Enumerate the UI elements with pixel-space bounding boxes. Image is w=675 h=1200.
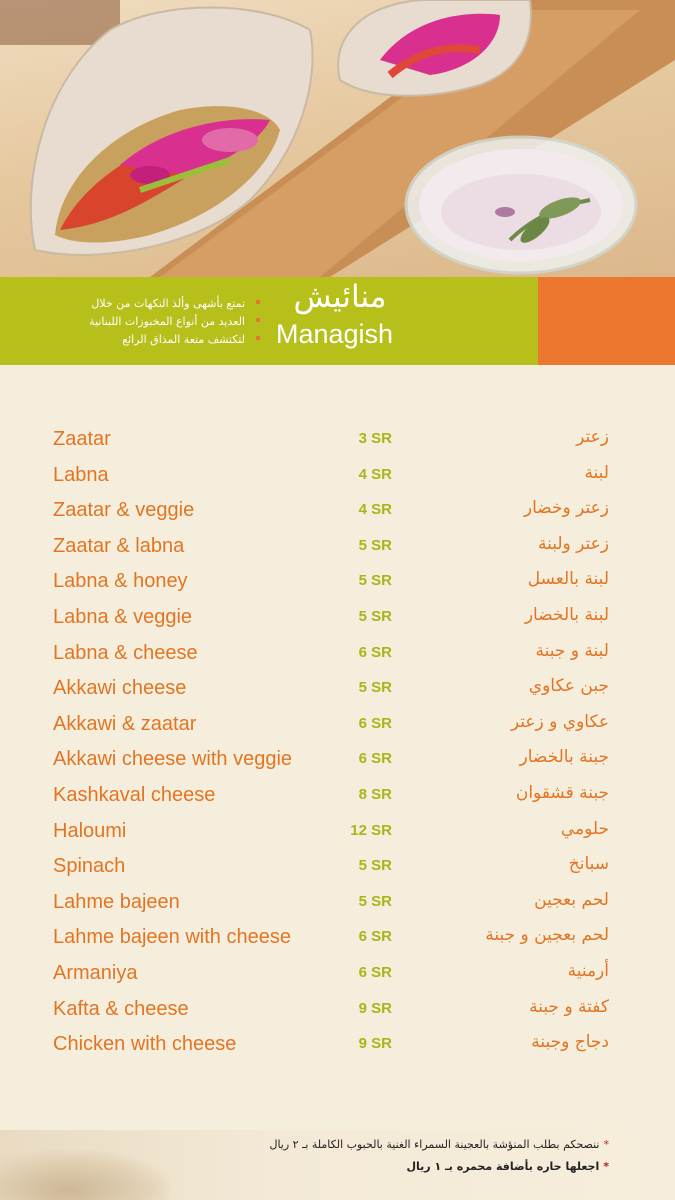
footer-note-spicy [406,1160,609,1173]
item-name-english: Zaatar [53,428,111,450]
asterisk: * [603,1160,609,1173]
item-name-arabic: لبنة و جبنة [535,640,609,661]
item-name-arabic: لبنة بالعسل [527,569,609,590]
description-line: تمتع بأشهى وألذ النكهات من خلال [91,297,245,310]
item-name-english: Lahme bajeen [53,890,180,913]
item-name-english: Kashkaval cheese [53,783,216,806]
item-name-english: Akkawi cheese [53,677,187,700]
menu-item [0,778,675,814]
item-name-arabic: زعتر [576,427,609,447]
item-price: 6 SR [358,963,392,981]
menu-item [0,600,675,636]
menu-item [0,529,675,565]
menu-item [0,707,675,743]
item-name-english: Spinach [53,855,126,878]
menu-item [0,636,675,672]
section-title-english: Managish [276,319,394,349]
item-name-english: Chicken with cheese [53,1033,237,1056]
note-text: ننصحكم بطلب المنؤشة بالعجينة السمراء الغنية بالحبوب الكاملة بـ ٢ ريال [269,1138,600,1151]
grain-decoration [0,1150,170,1200]
bullet-dot [256,336,260,340]
asterisk: * [603,1138,609,1151]
item-name-arabic: دجاج وجبنة [531,1032,609,1053]
bullet-dots [256,300,260,354]
menu-item [0,458,675,494]
item-name-arabic: حلومي [560,818,609,839]
note-text: اجعلها حاره بأضافة محمره بـ ١ ريال [406,1160,600,1173]
menu-item [0,564,675,600]
menu-item [0,1027,675,1063]
item-name-arabic: جبن عكاوي [528,676,609,697]
item-price: 9 SR [358,999,392,1017]
menu-item [0,671,675,707]
item-price: 4 SR [358,465,392,483]
item-name-english: Labna [53,463,109,486]
item-price: 9 SR [358,1035,392,1053]
item-name-arabic: لحم بعجين و جبنة [485,925,609,946]
bullet-dot [256,318,260,322]
footer-note-brown-dough [269,1138,609,1151]
banner-accent [538,277,675,365]
item-name-english: Labna & veggie [53,605,193,628]
item-price: 6 SR [358,714,392,732]
item-price: 5 SR [358,607,392,625]
item-price: 5 SR [358,892,392,910]
menu-list [0,422,675,1063]
item-name-english: Armaniya [53,961,138,984]
item-name-english: Zaatar & labna [53,534,185,557]
item-name-english: Lahme bajeen with cheese [53,926,291,949]
sandwich-photo [0,0,675,277]
item-name-english: Zaatar & veggie [53,499,195,522]
item-name-english: Haloumi [53,819,127,842]
item-price: 5 SR [358,572,392,590]
menu-item [0,422,675,458]
item-name-english: Labna & honey [53,570,188,593]
menu-item [0,885,675,921]
menu-item [0,920,675,956]
item-price: 6 SR [358,643,392,661]
section-description [55,295,245,349]
hero-photo [0,0,675,277]
item-price: 4 SR [358,501,392,519]
footer-notes [0,1130,675,1200]
item-name-arabic: لحم بعجين [534,889,609,910]
description-line: لتكتشف متعة المذاق الرائع [122,333,245,346]
menu-item [0,992,675,1028]
item-name-arabic: لبنة [584,462,609,483]
item-price: 12 SR [350,821,392,839]
item-name-arabic: عكاوي و زعتر [510,711,609,732]
item-price: 8 SR [358,785,392,803]
menu-item [0,493,675,529]
item-name-arabic: زعتر وخضار [523,498,609,519]
description-line: العديد من أنواع المخبوزات اللبنانية [89,315,245,328]
item-price: 5 SR [358,679,392,697]
item-name-english: Akkawi cheese with veggie [53,748,293,771]
item-name-arabic: أرمنية [567,960,609,981]
menu-item [0,814,675,850]
item-name-english: Akkawi & zaatar [53,712,197,735]
item-price: 5 SR [358,857,392,875]
menu-item [0,849,675,885]
item-name-arabic: لبنة بالخضار [524,604,609,625]
item-name-arabic: زعتر ولبنة [537,533,609,554]
item-name-arabic: كفتة و جبنة [529,996,609,1017]
item-name-arabic: جبنة قشقوان [515,782,609,803]
section-title-arabic: منائيش [293,279,387,315]
item-name-arabic: سبانخ [568,854,609,875]
menu-item [0,742,675,778]
item-name-arabic: جبنة بالخضار [519,747,609,768]
item-price: 6 SR [358,928,392,946]
item-name-english: Labna & cheese [53,641,198,664]
bullet-dot [256,300,260,304]
menu-item [0,956,675,992]
item-price: 5 SR [358,536,392,554]
item-name-english: Kafta & cheese [53,997,189,1020]
item-price: 3 SR [358,430,392,447]
item-price: 6 SR [358,750,392,768]
